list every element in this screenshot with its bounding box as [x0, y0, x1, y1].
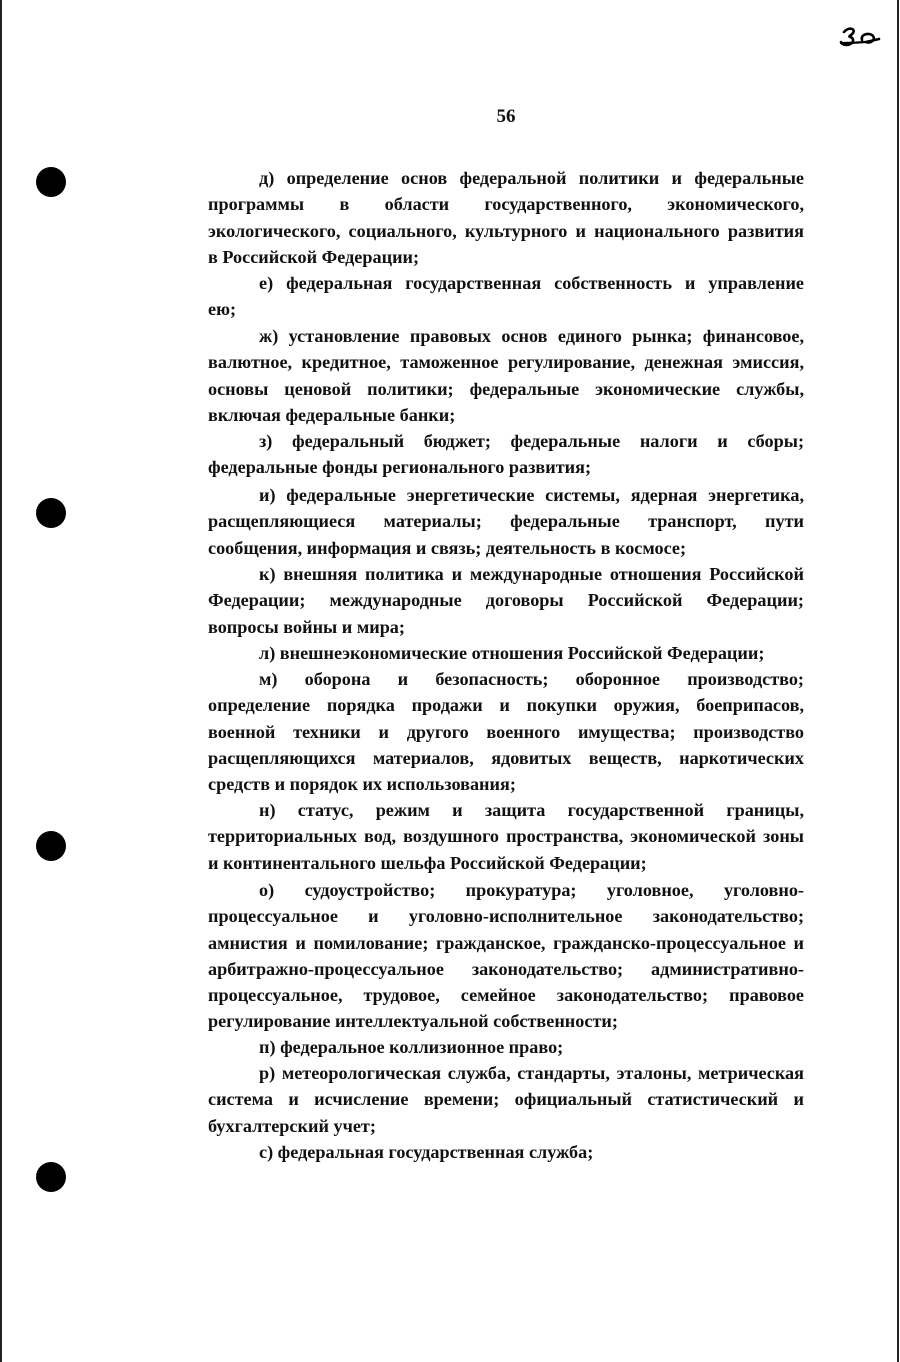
list-item-5 — [208, 561, 804, 640]
list-item-11 — [208, 1060, 804, 1139]
text-line: система и исчисление времени; официальный статистический и — [208, 1089, 804, 1110]
text-line: р) метеорологическая служба, стандарты, эталоны, метрическая — [259, 1063, 804, 1083]
text-line: федеральные фонды регионального развития; — [208, 457, 592, 478]
punch-hole-dot — [36, 831, 66, 861]
scan-border-left — [0, 0, 2, 1362]
text-line: ж) установление правовых основ единого рынка; финансовое, — [259, 326, 804, 346]
text-line: сообщения, информация и связь; деятельность в космосе; — [208, 537, 687, 558]
page-number: 56 — [496, 106, 516, 127]
text-line: программы в области государственного, экономического, — [208, 194, 804, 215]
text-line: е) федеральная государственная собственность и управление — [259, 273, 804, 293]
list-item-8 — [208, 797, 804, 876]
text-line: м) оборона и безопасность; оборонное производство; — [259, 669, 804, 689]
list-item-2 — [208, 323, 804, 428]
punch-hole-dot — [36, 1162, 66, 1192]
text-line: территориальных вод, воздушного пространства, экономической зоны — [208, 826, 804, 847]
text-line: валютное, кредитное, таможенное регулирование, денежная эмиссия, — [208, 352, 804, 373]
text-line: расщепляющиеся материалы; федеральные транспорт, пути — [208, 511, 804, 532]
text-line: определение порядка продажи и покупки оружия, боеприпасов, — [208, 695, 804, 716]
list-item-6 — [208, 640, 804, 666]
text-line: расщепляющихся материалов, ядовитых веществ, наркотических — [208, 747, 804, 768]
text-line: основы ценовой политики; федеральные экономические службы, — [208, 378, 804, 399]
list-item-4 — [208, 482, 804, 561]
text-line: о) судоустройство; прокуратура; уголовное, уголовно- — [259, 880, 804, 900]
text-line: бухгалтерский учет; — [208, 1115, 376, 1136]
list-item-7 — [208, 666, 804, 797]
text-line: процессуальное, трудовое, семейное законодательство; правовое — [208, 985, 804, 1006]
text-line: и континентального шельфа Российской Федерации; — [208, 852, 647, 873]
text-line: д) определение основ федеральной политики и федеральные — [259, 168, 804, 188]
text-line: военной техники и другого военного имущества; производство — [208, 721, 804, 742]
handwritten-folio-number — [838, 24, 882, 48]
text-line: ею; — [208, 299, 237, 320]
text-line: вопросы войны и мира; — [208, 616, 405, 637]
list-item-3 — [208, 428, 804, 481]
text-line: средств и порядок их использования; — [208, 774, 516, 795]
punch-hole-dot — [36, 498, 66, 528]
text-line: з) федеральный бюджет; федеральные налоги и сборы; — [259, 431, 804, 451]
text-line: н) статус, режим и защита государственной границы, — [259, 800, 804, 820]
list-item-0 — [208, 165, 804, 270]
text-line: экологического, социального, культурного и национального развития — [208, 220, 804, 241]
text-line: включая федеральные банки; — [208, 404, 456, 425]
text-line: амнистия и помилование; гражданское, гражданско-процессуальное и — [208, 932, 804, 953]
text-line: процессуальное и уголовно-исполнительное законодательство; — [208, 906, 804, 927]
text-line: Федерации; международные договоры Российской Федерации; — [208, 590, 804, 611]
text-line: арбитражно-процессуальное законодательство; административно- — [208, 958, 804, 979]
text-line: п) федеральное коллизионное право; — [259, 1037, 564, 1057]
list-item-10 — [208, 1034, 804, 1060]
list-item-9 — [208, 877, 804, 1035]
text-line: к) внешняя политика и международные отношения Российской — [259, 564, 804, 584]
text-line: с) федеральная государственная служба; — [259, 1142, 594, 1162]
text-line: и) федеральные энергетические системы, ядерная энергетика, — [259, 485, 804, 505]
scan-border-right — [897, 0, 899, 1362]
list-item-1 — [208, 270, 804, 323]
punch-hole-dot — [36, 167, 66, 197]
text-line: в Российской Федерации; — [208, 246, 420, 267]
list-item-12 — [208, 1139, 804, 1165]
text-line: л) внешнеэкономические отношения Российской Федерации; — [259, 643, 765, 663]
text-line: регулирование интеллектуальной собственности; — [208, 1011, 618, 1032]
